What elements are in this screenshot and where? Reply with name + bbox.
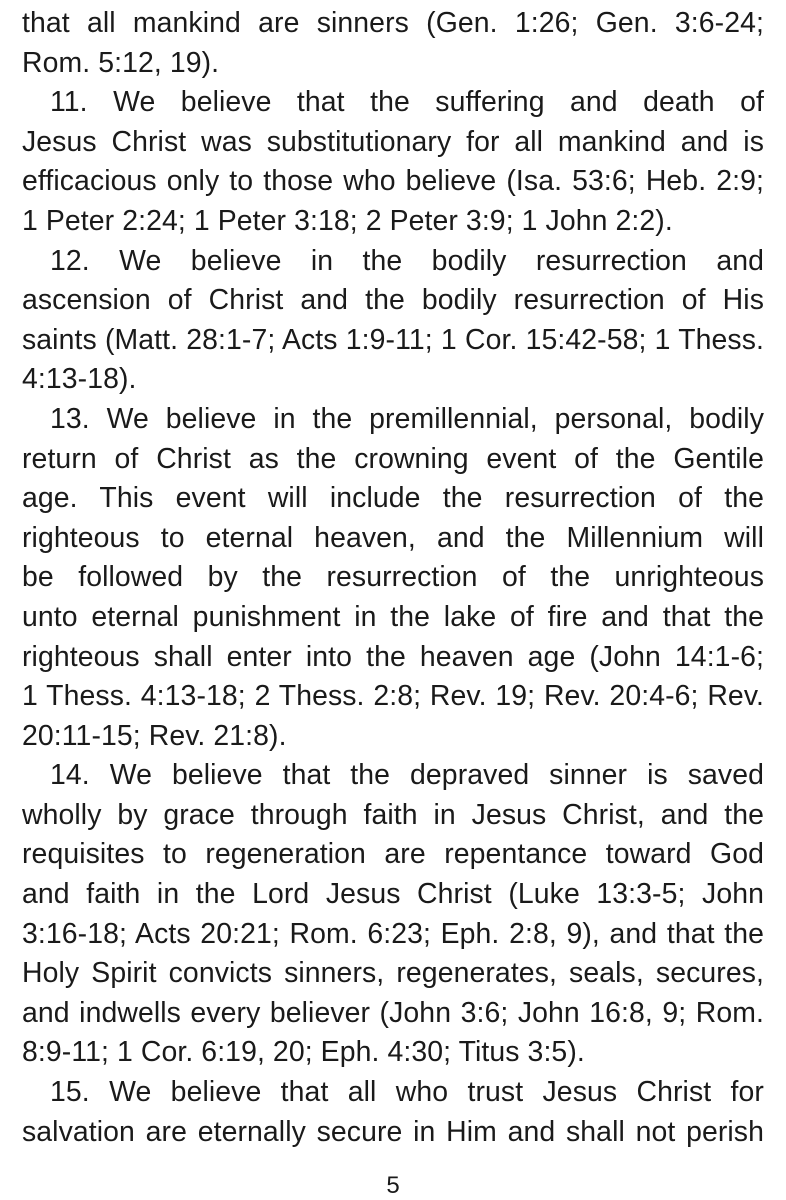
text-line: unto eternal punishment in the lake of fire and that the [22,600,764,633]
text-line: Holy Spirit convicts sinners, regenerates, seals, secures, [22,957,764,990]
text-line: saints (Matt. 28:1-7; Acts 1:9-11; 1 Cor. 15:42-58; 1 Thess. [22,323,764,356]
text-line: 13. We believe in the premillennial, personal, bodily [50,402,764,435]
text-line: wholly by grace through faith in Jesus Christ, and the [22,798,764,831]
text-line: Rom. 5:12, 19). [22,46,220,79]
paragraph-14 [22,756,764,1073]
text-line: 4:13-18). [22,363,137,396]
text-line: Jesus Christ was substitutionary for all mankind and is [22,125,764,158]
text-line: 8:9-11; 1 Cor. 6:19, 20; Eph. 4:30; Titus 3:5). [22,1036,585,1069]
text-line: and faith in the Lord Jesus Christ (Luke 13:3-5; John [22,878,764,911]
paragraph-10-continuation [22,4,764,83]
text-line: be followed by the resurrection of the unrighteous [22,561,764,594]
paragraph-12 [22,242,764,400]
text-line: that all mankind are sinners (Gen. 1:26; Gen. 3:6-24; [22,7,764,39]
text-line: 14. We believe that the depraved sinner is saved [50,759,764,792]
text-line: 15. We believe that all who trust Jesus Christ for [50,1076,764,1109]
text-line: efficacious only to those who believe (Isa. 53:6; Heb. 2:9; [22,165,764,198]
text-line: 1 Thess. 4:13-18; 2 Thess. 2:8; Rev. 19; Rev. 20:4-6; Rev. [22,680,764,713]
page-number: 5 [386,1172,400,1199]
text-line: age. This event will include the resurrection of the [22,482,764,515]
text-line: 20:11-15; Rev. 21:8). [22,719,287,752]
text-line: ascension of Christ and the bodily resurrection of His [22,284,764,317]
document-page [22,0,764,1152]
text-line: righteous shall enter into the heaven age (John 14:1-6; [22,640,764,673]
text-line: return of Christ as the crowning event of the Gentile [22,442,764,475]
text-line: 12. We believe in the bodily resurrection and [50,244,764,277]
paragraph-11 [22,83,764,241]
paragraph-13 [22,400,764,756]
text-line: and indwells every believer (John 3:6; John 16:8, 9; Rom. [22,996,764,1029]
text-line: righteous to eternal heaven, and the Millennium will [22,521,764,554]
text-line: 11. We believe that the suffering and death of [50,86,764,119]
text-line: requisites to regeneration are repentance toward God [22,838,764,871]
text-line: 1 Peter 2:24; 1 Peter 3:18; 2 Peter 3:9; 1 John 2:2). [22,204,673,237]
paragraph-15 [22,1073,764,1152]
text-line: 3:16-18; Acts 20:21; Rom. 6:23; Eph. 2:8, 9), and that the [22,917,764,950]
text-line: salvation are eternally secure in Him and shall not perish [22,1115,764,1148]
